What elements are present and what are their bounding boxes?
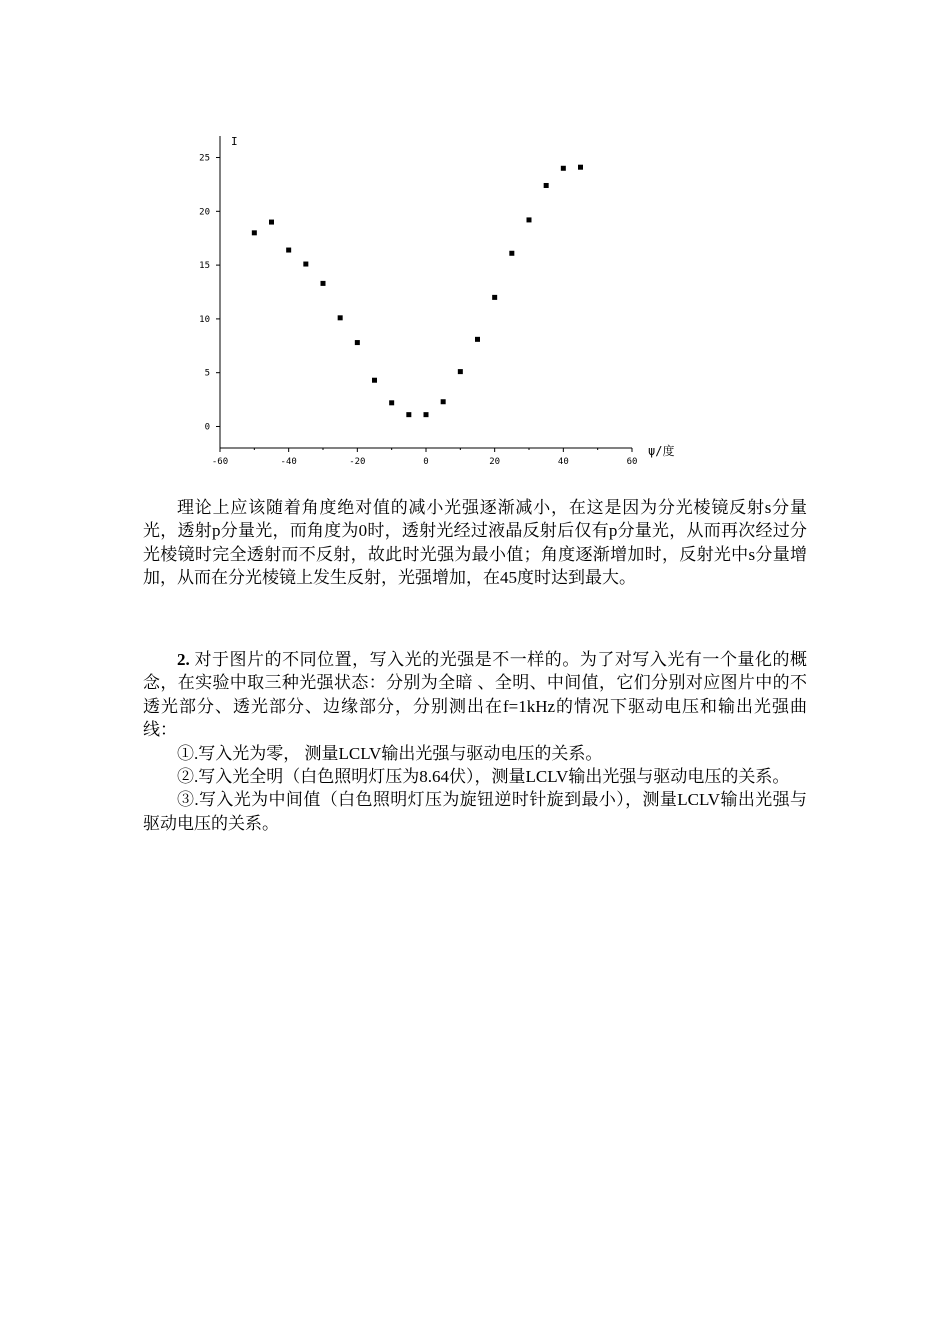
data-point bbox=[509, 251, 514, 256]
section-number: 2. bbox=[177, 650, 190, 669]
data-point bbox=[372, 378, 377, 383]
data-point bbox=[458, 369, 463, 374]
data-point bbox=[475, 337, 480, 342]
data-point bbox=[252, 230, 257, 235]
y-tick-label: 15 bbox=[199, 261, 210, 272]
data-point bbox=[269, 220, 274, 225]
data-point bbox=[441, 399, 446, 404]
list-item-2: ②.写入光全明（白色照明灯压为8.64伏），测量LCLV输出光强与驱动电压的关系。 bbox=[177, 767, 790, 787]
data-point bbox=[389, 400, 394, 405]
data-point bbox=[544, 183, 549, 188]
explanation-paragraph-block bbox=[143, 496, 807, 590]
y-tick-label: 20 bbox=[199, 207, 210, 218]
data-point bbox=[578, 165, 583, 170]
data-point bbox=[303, 262, 308, 267]
x-tick-label: 60 bbox=[626, 457, 638, 467]
data-point bbox=[355, 340, 360, 345]
y-tick-label: 5 bbox=[204, 368, 210, 379]
data-point bbox=[406, 412, 411, 417]
data-point bbox=[286, 248, 291, 253]
data-point bbox=[561, 166, 566, 171]
chart-axes bbox=[220, 136, 632, 448]
x-tick-label: -20 bbox=[349, 457, 366, 467]
data-point bbox=[492, 295, 497, 300]
chart-ticks bbox=[199, 154, 637, 467]
chart-points bbox=[252, 165, 583, 417]
explanation-paragraph: 理论上应该随着角度绝对值的减小光强逐渐减小，在这是因为分光棱镜反射s分量光，透射p分量光，而角度为0时，透射光经过液晶反射后仅有p分量光，从而再次经过分光棱镜时完全透射而不反射，故此时光强为最小值；角度逐渐增加时，反射光中s分量增加，从而在分光棱镜上发生反射，光强增加，在45度时达到最大。 bbox=[143, 498, 807, 588]
x-tick-label: 20 bbox=[489, 457, 501, 467]
data-point bbox=[338, 315, 343, 320]
list-item-3: ③.写入光为中间值（白色照明灯压为旋钮逆时针旋到最小），测量LCLV输出光强与驱动电压的关系。 bbox=[143, 790, 807, 833]
list-item-1: ①.写入光为零， 测量LCLV输出光强与驱动电压的关系。 bbox=[177, 743, 603, 763]
scatter-chart bbox=[190, 128, 690, 478]
x-tick-label: 0 bbox=[423, 457, 429, 467]
data-point bbox=[424, 412, 429, 417]
section-2-intro bbox=[143, 648, 807, 742]
y-tick-label: 10 bbox=[199, 314, 210, 325]
x-axis-label: ψ/度 bbox=[648, 444, 675, 458]
y-axis-label: I bbox=[231, 135, 238, 148]
x-tick-label: 40 bbox=[557, 457, 569, 467]
section-2 bbox=[143, 648, 807, 835]
x-tick-label: -60 bbox=[211, 457, 229, 467]
section-2-intro-text: 对于图片的不同位置，写入光的光强是不一样的。为了对写入光有一个量化的概念，在实验中取三种光强状态：分别为全暗 、全明、中间值，它们分别对应图片中的不透光部分、透光部分、边缘部分，分别测出在f=1kHz的情况下驱动电压和输出光强曲线： bbox=[143, 650, 807, 740]
y-tick-label: 0 bbox=[204, 422, 210, 433]
data-point bbox=[321, 281, 326, 286]
data-point bbox=[527, 217, 532, 222]
y-tick-label: 25 bbox=[199, 153, 210, 164]
x-tick-label: -40 bbox=[280, 457, 297, 467]
